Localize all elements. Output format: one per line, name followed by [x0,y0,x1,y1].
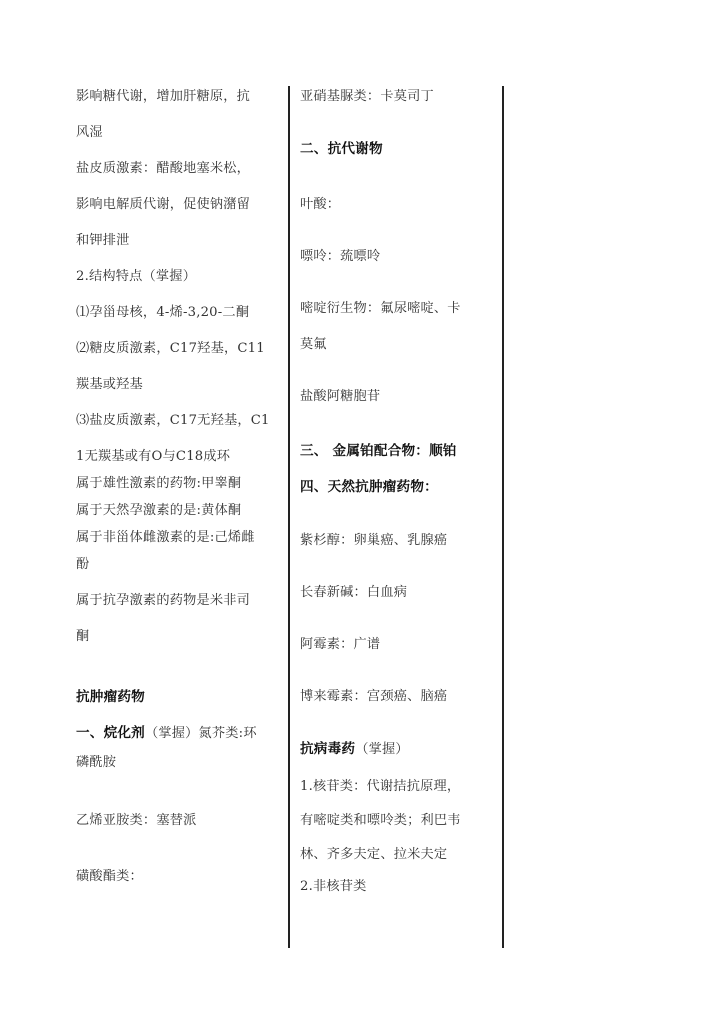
heading-text: 抗肿瘤药物 [76,689,145,705]
column-divider [288,86,290,948]
text-line [300,248,380,266]
text-line [300,812,461,830]
text-line [76,628,89,646]
body-text: 酚 [76,557,90,572]
text-line [76,688,145,707]
text-line [300,140,383,159]
text-line [300,584,407,602]
text-line [300,636,380,654]
text-line [76,754,116,772]
text-line [76,502,241,520]
text-line [300,88,434,106]
text-line [76,868,143,886]
heading-text: 三、 金属铂配合物： [300,443,430,459]
body-text: 2.非核苷类 [300,879,367,894]
body-text: 影响糖代谢，增加肝糖原，抗 [76,89,251,104]
body-text: 嘧啶衍生物：氟尿嘧啶、卡 [300,301,461,316]
text-line [300,196,340,214]
text-line [300,388,380,406]
body-text: 有嘧啶类和嘌呤类；利巴韦 [300,813,461,828]
text-line [300,300,461,318]
body-text: 叶酸： [300,197,341,212]
heading-text: 二、抗代谢物 [300,141,383,157]
text-line [76,304,249,322]
body-text: 酮 [76,629,90,644]
heading-text: 顺铂 [429,443,457,459]
body-text: 属于雄性激素的药物:甲睾酮 [76,476,242,491]
text-line [300,688,447,706]
body-text: （掌握）氮芥类:环 [144,726,257,741]
body-text: 博来霉素：宫颈癌、脑癌 [300,689,448,704]
text-line [76,556,89,574]
body-text: 盐皮质激素：醋酸地塞米松， [76,161,251,176]
text-line [76,812,197,830]
text-line [300,778,460,796]
text-line [76,268,196,286]
body-text: 风湿 [76,125,103,140]
text-line [76,412,270,430]
heading-text: 一、烷化剂 [76,725,145,741]
body-text: （掌握） [355,742,409,757]
text-line [76,724,257,743]
body-text: 亚硝基脲类：卡莫司丁 [300,89,434,104]
body-text: 2.结构特点（掌握） [76,269,197,284]
body-text: 长春新碱：白血病 [300,585,408,600]
heading-text: 抗病毒药 [300,741,356,757]
text-line [76,232,130,250]
body-text: 嘌呤：巯嘌呤 [300,249,381,264]
body-text: 盐酸阿糖胞苷 [300,389,381,404]
text-line [76,448,230,466]
text-line [300,740,409,759]
text-line [76,196,250,214]
text-line [76,160,250,178]
body-text: 影响电解质代谢，促使钠潴留 [76,197,251,212]
body-text: 磺酸酯类： [76,869,143,884]
text-line [300,442,457,461]
body-text: 林、齐多夫定、拉米夫定 [300,847,448,862]
text-line [300,532,447,550]
body-text: ⑶盐皮质激素，C17无羟基，C1 [76,413,270,428]
body-text: 紫杉醇：卵巢癌、乳腺癌 [300,533,448,548]
text-line [300,336,327,354]
body-text: 1无羰基或有O与C18成环 [76,449,231,464]
column-divider [502,86,504,948]
heading-text: 四、天然抗肿瘤药物： [300,479,438,495]
body-text: ⑴孕甾母核，4-烯-3,20-二酮 [76,305,250,320]
body-text: 和钾排泄 [76,233,130,248]
body-text: 磷酰胺 [76,755,117,770]
text-line [76,376,143,394]
text-line [76,475,241,493]
text-line [76,124,103,142]
text-line [76,529,255,547]
text-line [300,878,367,896]
body-text: ⑵糖皮质激素，C17羟基，C11 [76,341,265,356]
body-text: 1.核苷类：代谢拮抗原理， [300,779,461,794]
body-text: 阿霉素：广谱 [300,637,381,652]
body-text: 属于抗孕激素的药物是米非司 [76,593,251,608]
text-line [300,846,447,864]
body-text: 羰基或羟基 [76,377,143,392]
text-line [76,88,250,106]
body-text: 属于非甾体雌激素的是:己烯雌 [76,530,255,545]
body-text: 乙烯亚胺类：塞替派 [76,813,197,828]
body-text: 属于天然孕激素的是:黄体酮 [76,503,242,518]
text-line [300,478,438,497]
text-line [76,592,250,610]
text-line [76,340,265,358]
body-text: 莫氟 [300,337,327,352]
